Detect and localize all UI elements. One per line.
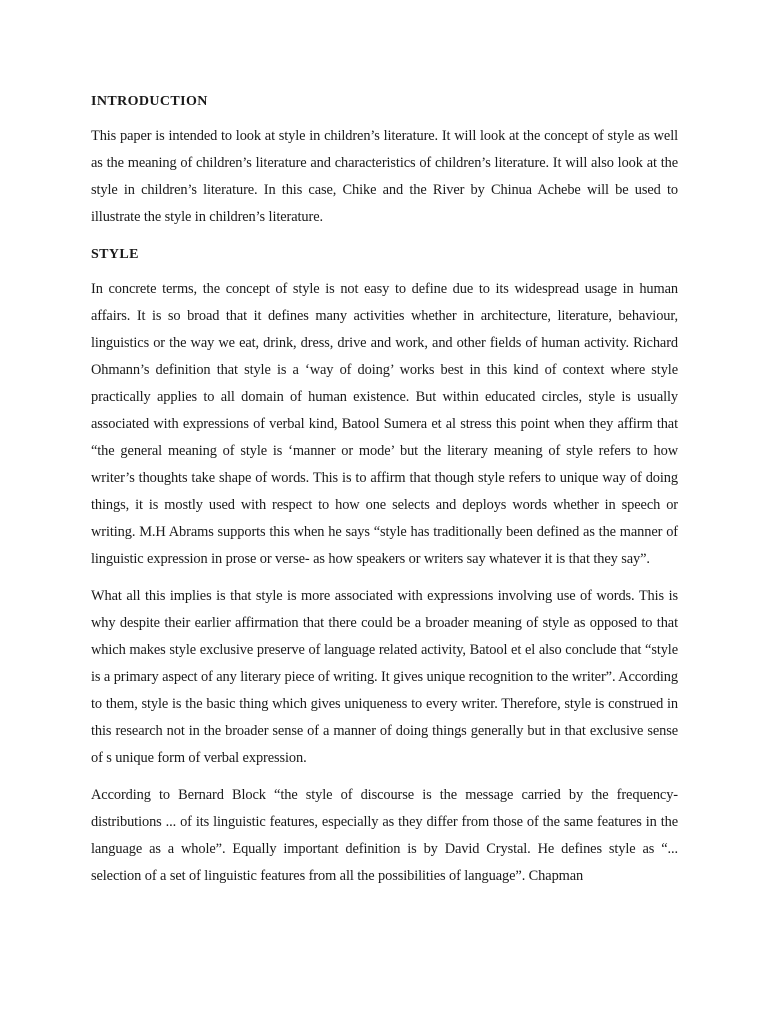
style-paragraph-2: What all this implies is that style is more associated with expressions involving use of words. This is why despite their earlier affirmation that there could be a broader meaning of style as opposed to that which makes style exclusive preserve of language related activity, Batool et el also conclude that “style is a primary aspect of any literary piece of writing. It gives unique recognition to the writer”. According to them, style is the basic thing which gives uniqueness to every writer. Therefore, style is construed in this research not in the broader sense of a manner of doing things generally but in that exclusive sense of s unique form of verbal expression.	[91, 588, 678, 766]
section-heading-introduction: INTRODUCTION	[91, 94, 208, 109]
document-page	[91, 88, 678, 890]
style-paragraph-1: In concrete terms, the concept of style is not easy to define due to its widespread usage in human affairs. It is so broad that it defines many activities whether in architecture, literature, behaviour, linguistics or the way we eat, drink, dress, drive and work, and other fields of human activity. Richard Ohmann’s definition that style is a ‘way of doing’ works best in this kind of context where style practically applies to all domain of human existence. But within educated circles, style is usually associated with expressions of verbal kind, Batool Sumera et al stress this point when they affirm that “the general meaning of style is ‘manner or mode’ but the literary meaning of style refers to how writer’s thoughts take shape of words. This is to affirm that though style refers to unique way of doing things, it is mostly used with respect to how one selects and deploys words whether in speech or writing. M.H Abrams supports this when he says “style has traditionally been defined as the manner of linguistic expression in prose or verse- as how speakers or writers say whatever it is that they say”.	[91, 281, 678, 567]
style-paragraph-3: According to Bernard Block “the style of discourse is the message carried by the frequency-distributions ... of its linguistic features, especially as they differ from those of the same features in the language as a whole”. Equally important definition is by David Crystal. He defines style as “... selection of a set of linguistic features from all the possibilities of language”. Chapman	[91, 787, 678, 884]
section-heading-style: STYLE	[91, 247, 139, 262]
introduction-paragraph: This paper is intended to look at style in children’s literature. It will look at the concept of style as well as the meaning of children’s literature and characteristics of children’s literature. It will also look at the style in children’s literature. In this case, Chike and the River by Chinua Achebe will be used to illustrate the style in children’s literature.	[91, 128, 678, 225]
